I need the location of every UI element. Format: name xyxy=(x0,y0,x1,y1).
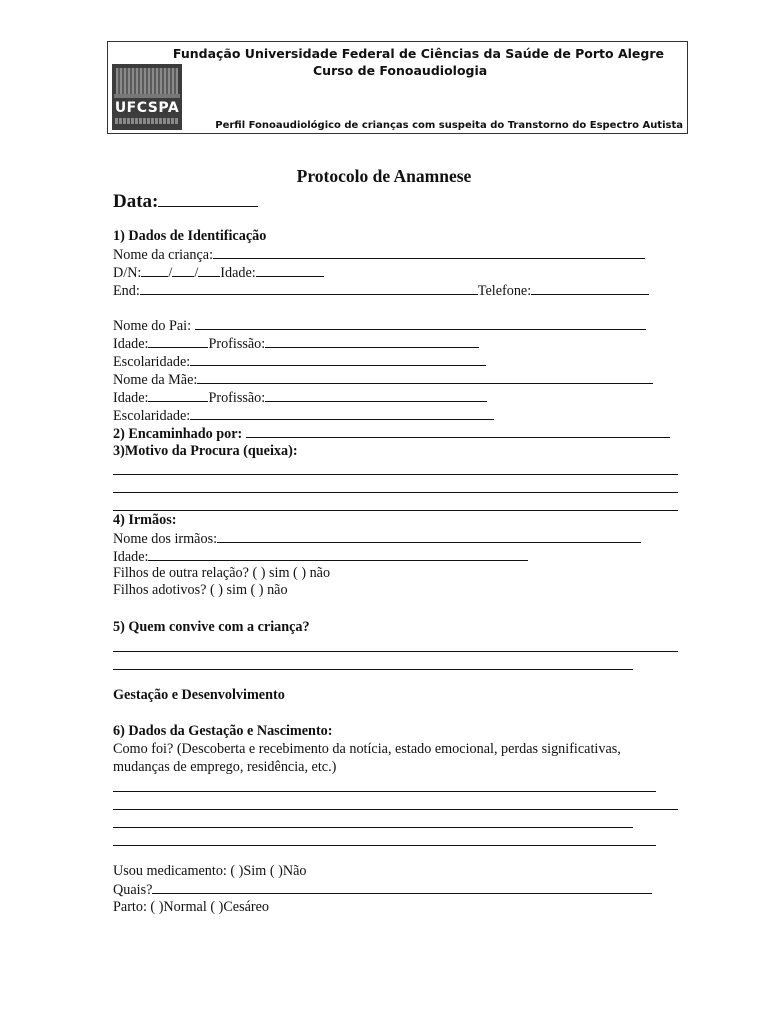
date-blank[interactable] xyxy=(158,188,258,207)
other-relationship-question[interactable]: Filhos de outra relação? ( ) sim ( ) não xyxy=(113,565,331,581)
address-label: End: xyxy=(113,283,140,299)
section4-heading: 4) Irmãos: xyxy=(113,512,177,528)
referral-row xyxy=(113,424,670,443)
father-education-row xyxy=(113,352,486,371)
siblings-names-row xyxy=(113,529,641,548)
delivery-type-question[interactable]: Parto: ( )Normal ( )Cesáreo xyxy=(113,899,270,915)
mother-name-row xyxy=(113,370,653,389)
page-title: Protocolo de Anamnese xyxy=(296,166,472,186)
mother-age-row xyxy=(113,388,487,407)
pregnancy-details-line[interactable] xyxy=(113,809,678,810)
birth-year-blank[interactable] xyxy=(198,263,220,277)
section2-heading: 2) Encaminhado por: xyxy=(113,426,243,442)
father-age-blank[interactable] xyxy=(148,334,208,348)
phone-label: Telefone: xyxy=(477,283,532,299)
father-name-row xyxy=(113,316,646,335)
section3-heading: 3)Motivo da Procura (queixa): xyxy=(113,443,298,459)
father-name-blank[interactable] xyxy=(195,316,646,330)
medication-question[interactable]: Usou medicamento: ( )Sim ( )Não xyxy=(113,863,307,879)
which-medication-row xyxy=(113,880,652,899)
birthdate-row xyxy=(113,263,324,282)
mother-education-label: Escolaridade: xyxy=(113,408,191,424)
father-profession-label: Profissão: xyxy=(208,336,266,352)
mother-education-blank[interactable] xyxy=(190,406,494,420)
course-name: Curso de Fonoaudiologia xyxy=(313,63,488,78)
father-education-label: Escolaridade: xyxy=(113,354,191,370)
ufcspa-logo xyxy=(112,64,182,130)
mother-name-label: Nome da Mãe: xyxy=(113,372,198,388)
siblings-age-label: Idade: xyxy=(113,549,149,565)
child-name-blank[interactable] xyxy=(213,245,645,259)
child-age-blank[interactable] xyxy=(256,263,324,277)
father-education-blank[interactable] xyxy=(190,352,486,366)
address-row xyxy=(113,281,649,300)
date-field-row xyxy=(113,188,258,211)
complaint-line[interactable] xyxy=(113,474,678,475)
mother-education-row xyxy=(113,406,494,425)
siblings-age-blank[interactable] xyxy=(148,547,528,561)
which-medication-blank[interactable] xyxy=(152,880,652,894)
gestation-development-heading: Gestação e Desenvolvimento xyxy=(113,687,285,703)
referral-blank[interactable] xyxy=(246,424,670,438)
birth-day-blank[interactable] xyxy=(141,263,168,277)
pregnancy-details-line[interactable] xyxy=(113,827,633,828)
logo-tagline-graphic xyxy=(115,118,179,124)
institution-name: Fundação Universidade Federal de Ciências da Saúde de Porto Alegre xyxy=(172,46,664,61)
header-box xyxy=(107,41,688,134)
phone-blank[interactable] xyxy=(531,281,649,295)
how-was-it-text: Como foi? (Descoberta e recebimento da notícia, estado emocional, perdas significativas, xyxy=(113,741,621,757)
date-label: Data: xyxy=(113,191,159,212)
father-age-row xyxy=(113,334,479,353)
which-medication-label: Quais? xyxy=(113,882,153,898)
pregnancy-details-line[interactable] xyxy=(113,845,656,846)
siblings-names-blank[interactable] xyxy=(217,529,641,543)
section5-heading: 5) Quem convive com a criança? xyxy=(113,619,310,635)
age-label: Idade: xyxy=(220,265,256,281)
mother-profession-label: Profissão: xyxy=(208,390,266,406)
complaint-line[interactable] xyxy=(113,510,678,511)
cohabitants-line[interactable] xyxy=(113,651,678,652)
birth-month-blank[interactable] xyxy=(172,263,194,277)
section6-heading: 6) Dados da Gestação e Nascimento: xyxy=(113,723,333,739)
child-name-label: Nome da criança: xyxy=(113,247,214,263)
birthdate-label: D/N: xyxy=(113,265,142,281)
date-separator: / xyxy=(168,265,173,281)
mother-profession-blank[interactable] xyxy=(265,388,487,402)
date-separator: / xyxy=(194,265,199,281)
building-graphic xyxy=(116,68,178,94)
address-blank[interactable] xyxy=(140,281,478,295)
mother-name-blank[interactable] xyxy=(197,370,653,384)
siblings-names-label: Nome dos irmãos: xyxy=(113,531,218,547)
father-name-label: Nome do Pai: xyxy=(113,318,192,334)
section1-heading: 1) Dados de Identificação xyxy=(113,228,267,244)
how-was-it-text-cont: mudanças de emprego, residência, etc.) xyxy=(113,759,337,775)
profile-subtitle: Perfil Fonoaudiológico de crianças com suspeita do Transtorno do Espectro Autista xyxy=(215,120,683,131)
child-name-row xyxy=(113,245,645,264)
pregnancy-details-line[interactable] xyxy=(113,791,656,792)
adopted-children-question[interactable]: Filhos adotivos? ( ) sim ( ) não xyxy=(113,582,288,598)
cohabitants-line[interactable] xyxy=(113,669,633,670)
father-age-label: Idade: xyxy=(113,336,149,352)
logo-text: UFCSPA xyxy=(114,100,180,116)
mother-age-blank[interactable] xyxy=(148,388,208,402)
complaint-line[interactable] xyxy=(113,492,678,493)
building-base-graphic xyxy=(114,94,180,98)
father-profession-blank[interactable] xyxy=(265,334,479,348)
mother-age-label: Idade: xyxy=(113,390,149,406)
